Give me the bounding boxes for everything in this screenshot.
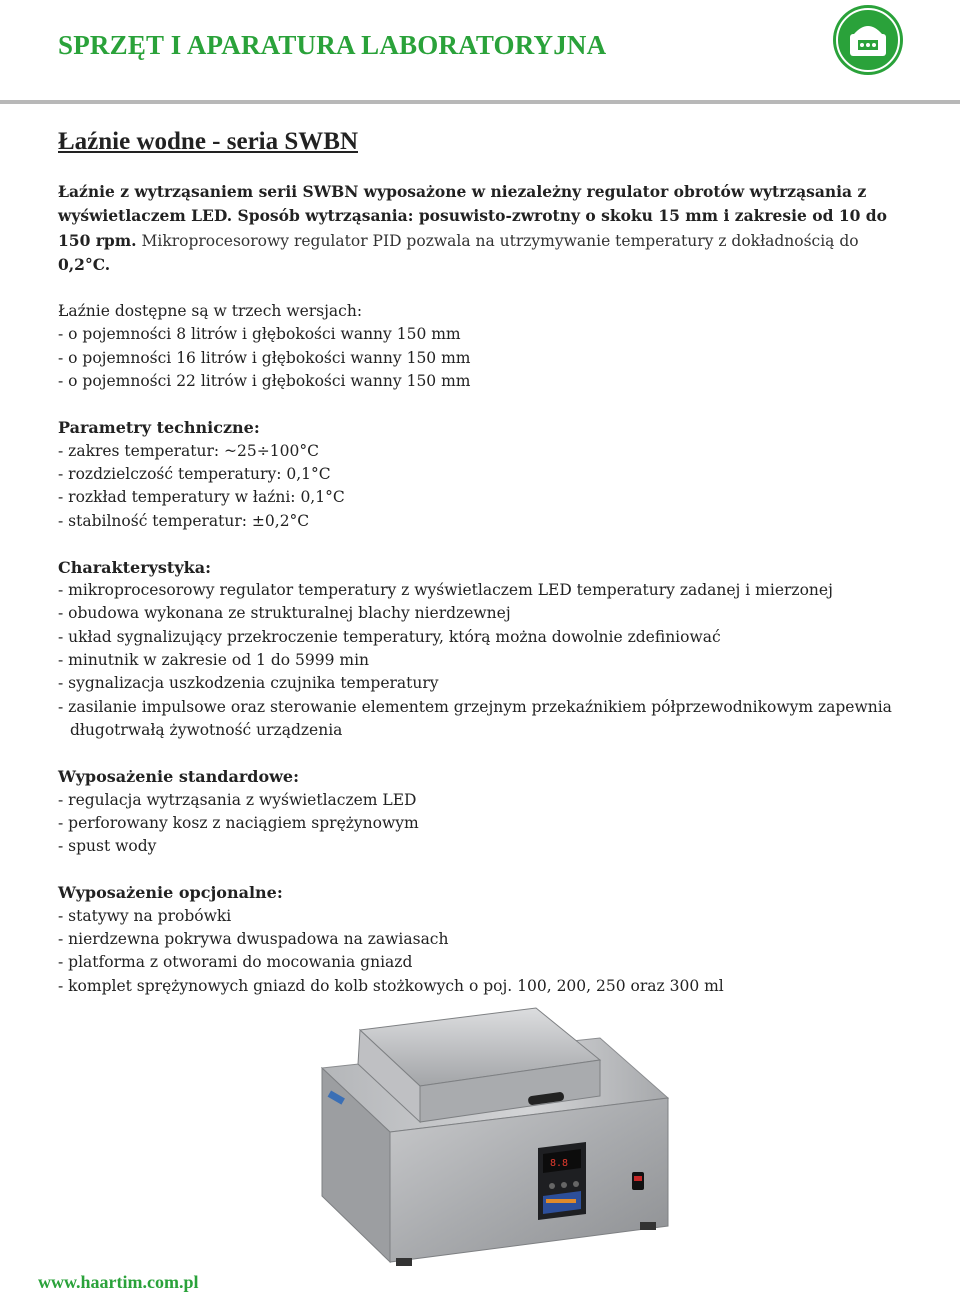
section-heading: Wyposażenie standardowe: [58, 767, 299, 787]
section-heading: Charakterystyka: [58, 557, 211, 577]
list-item: - platforma z otworami do mocowania gniazd [58, 953, 413, 972]
list-item: - rozkład temperatury w łaźni: 0,1°C [58, 488, 345, 507]
intro-paragraph [58, 180, 908, 277]
list-item: - o pojemności 8 litrów i głębokości wanny 150 mm [58, 325, 461, 344]
intro-bold-end: 0,2°C. [58, 254, 111, 274]
versions-section [58, 300, 908, 393]
header-title: SPRZĘT I APARATURA LABORATORYJNA [58, 30, 607, 60]
list-item: - o pojemności 16 litrów i głębokości wanny 150 mm [58, 348, 471, 367]
list-item: - zasilanie impulsowe oraz sterowanie elementem grzejnym przekaźnikiem półprzewodnikowym zapewnia [58, 697, 892, 716]
footer-url[interactable]: www.haartim.com.pl [38, 1272, 199, 1292]
list-item: - statywy na probówki [58, 906, 232, 925]
list-item: - perforowany kosz z naciągiem sprężynowym [58, 813, 419, 832]
list-item: - o pojemności 22 litrów i głębokości wanny 150 mm [58, 372, 471, 391]
list-item: - układ sygnalizujący przekroczenie temperatury, którą można dowolnie zdefiniować [58, 627, 721, 646]
document-body [58, 128, 908, 998]
section-heading: Parametry techniczne: [58, 418, 260, 438]
section-heading: Wyposażenie opcjonalne: [58, 883, 283, 903]
list-item: - obudowa wykonana ze strukturalnej blachy nierdzewnej [58, 604, 511, 623]
list-item: - komplet sprężynowych gniazd do kolb stożkowych o poj. 100, 200, 250 oraz 300 ml [58, 976, 724, 995]
features-section [58, 556, 908, 742]
page-header [0, 0, 960, 104]
list-item: - spust wody [58, 837, 157, 856]
optional-equipment-section [58, 881, 908, 997]
standard-equipment-section [58, 765, 908, 858]
intro-normal: Mikroprocesorowy regulator PID pozwala na utrzymywanie temperatury z dokładnością do [136, 231, 859, 250]
list-item-continuation: długotrwałą żywotność urządzenia [70, 720, 343, 739]
list-item: - minutnik w zakresie od 1 do 5999 min [58, 651, 370, 670]
intro-bold: Łaźnie z wytrząsaniem serii SWBN wyposażone w niezależny regulator obrotów wytrząsania z wyświetlaczem LED. Sposób wytrząsania: posuwisto-zwrotny o skoku 15 mm i zakresie od 10 do 150 rpm. [58, 182, 887, 250]
list-item: - stabilność temperatur: ±0,2°C [58, 511, 310, 530]
list-item: - sygnalizacja uszkodzenia czujnika temperatury [58, 674, 439, 693]
list-item: - rozdzielczość temperatury: 0,1°C [58, 464, 331, 483]
list-item: - regulacja wytrząsania z wyświetlaczem LED [58, 790, 417, 809]
list-item: - nierdzewna pokrywa dwuspadowa na zawiasach [58, 930, 449, 949]
list-item: - mikroprocesorowy regulator temperatury z wyświetlaczem LED temperatury zadanej i mierzonej [58, 581, 833, 600]
list-item: - zakres temperatur: ~25÷100°C [58, 441, 319, 460]
water-bath-device-image [300, 1000, 680, 1270]
doc-title: Łaźnie wodne - seria SWBN [58, 128, 358, 155]
display-readout: 8.8 [550, 1158, 569, 1169]
water-bath-logo-icon [832, 4, 904, 76]
versions-lead: Łaźnie dostępne są w trzech wersjach: [58, 302, 363, 321]
params-section [58, 416, 908, 532]
